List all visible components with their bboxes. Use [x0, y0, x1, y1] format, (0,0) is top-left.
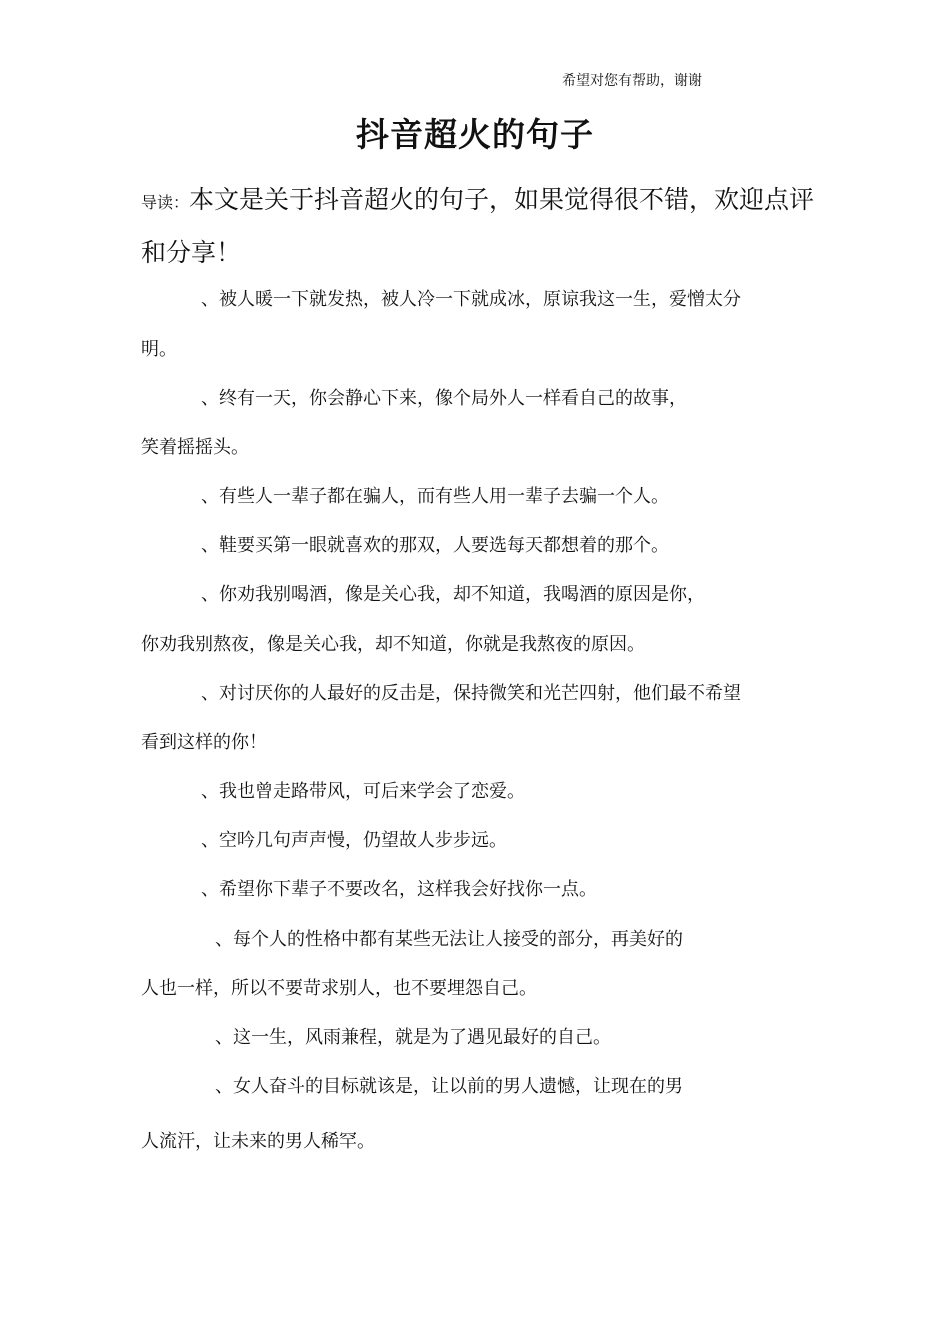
quote-line: 笑着摇摇头。 — [141, 437, 249, 458]
quote-line: 看到这样的你！ — [141, 732, 267, 753]
intro-paragraph — [141, 175, 821, 278]
quote-line: 、有些人一辈子都在骗人，而有些人用一辈子去骗一个人。 — [201, 486, 669, 507]
quote-line: 、你劝我别喝酒，像是关心我，却不知道，我喝酒的原因是你， — [201, 584, 705, 605]
quote-line: 、鞋要买第一眼就喜欢的那双，人要选每天都想着的那个。 — [201, 535, 669, 556]
quote-line: 人流汗，让未来的男人稀罕。 — [141, 1131, 375, 1152]
quote-line: 、对讨厌你的人最好的反击是，保持微笑和光芒四射，他们最不希望 — [201, 683, 741, 704]
quote-line: 人也一样，所以不要苛求别人，也不要埋怨自己。 — [141, 978, 537, 999]
quote-line: 、我也曾走路带风，可后来学会了恋爱。 — [201, 781, 525, 802]
quote-line: 、女人奋斗的目标就该是，让以前的男人遗憾，让现在的男 — [215, 1076, 683, 1097]
intro-label: 导读： — [141, 193, 190, 212]
quote-line: 、每个人的性格中都有某些无法让人接受的部分，再美好的 — [215, 929, 683, 950]
intro-text: 本文是关于抖音超火的句子，如果觉得很不错，欢迎点评和分享！ — [141, 185, 815, 267]
page-title: 抖音超火的句子 — [356, 115, 594, 154]
header-note: 希望对您有帮助，谢谢 — [562, 73, 702, 89]
quote-line: 你劝我别熬夜，像是关心我，却不知道，你就是我熬夜的原因。 — [141, 634, 645, 655]
quote-line: 、希望你下辈子不要改名，这样我会好找你一点。 — [201, 879, 597, 900]
quote-line: 、空吟几句声声慢，仍望故人步步远。 — [201, 830, 507, 851]
quote-line: 、这一生，风雨兼程，就是为了遇见最好的自己。 — [215, 1027, 611, 1048]
quote-line: 明。 — [141, 339, 177, 360]
quote-line: 、终有一天，你会静心下来，像个局外人一样看自己的故事， — [201, 388, 687, 409]
quote-line: 、被人暖一下就发热，被人冷一下就成冰，原谅我这一生，爱憎太分 — [201, 289, 741, 310]
